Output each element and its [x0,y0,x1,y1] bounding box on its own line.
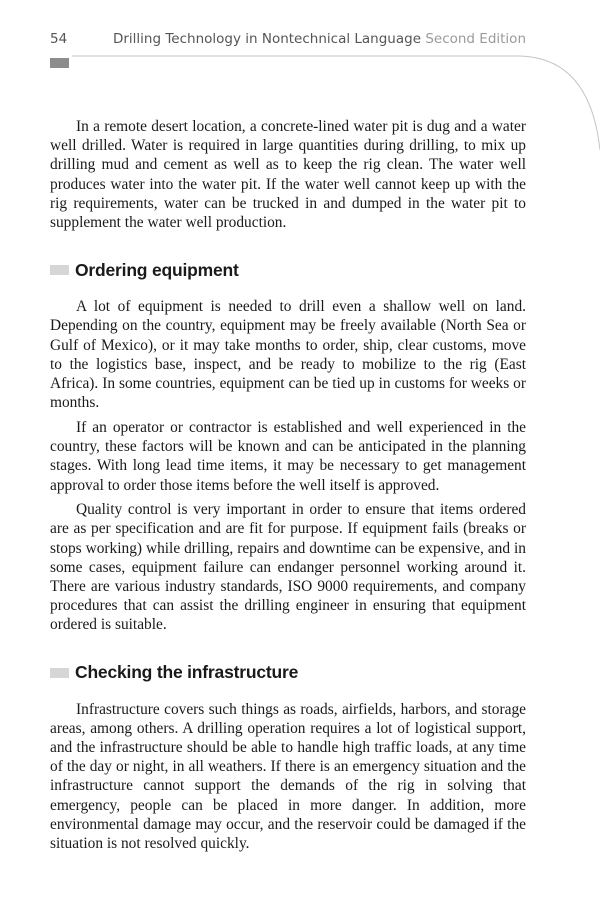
paragraph: Quality control is very important in order to ensure that items ordered are as per specification and are fit for purpose. If equipment fails (breaks or stops working) while drilling, repairs and downtime can be expensive, and in some cases, equipment failure can endanger personnel working around it. There are various industry standards, ISO 9000 requirements, and company procedures that can assist the drilling engineer in ensuring that equipment ordered is suitable. [50,501,526,634]
book-title: Drilling Technology in Nontechnical Language [112,31,422,47]
paragraph: A lot of equipment is needed to drill even a shallow well on land. Depending on the country, equipment may be freely available (North Sea or Gulf of Mexico), or it may take months to order, ship, clear customs, move to the logistics base, inspect, and be ready to mobilize to the rig (East Africa). In some countries, equipment can be tied up in customs for weeks or months. [50,298,526,412]
heading-marker [50,668,69,678]
heading-marker [50,265,69,275]
heading-text: Ordering equipment [75,259,239,280]
heading-text: Checking the infrastructure [75,662,299,683]
edition-label: Second Edition [425,31,526,47]
page-body [50,117,526,853]
intro-paragraph: In a remote desert location, a concrete-lined water pit is dug and a water well drilled. Water is required in large quantities during drilling, to mix up drilling mud and cement as well as to keep the rig clean. The water well produces water into the water pit. If the water well cannot keep up with the rig requirements, water can be trucked in and dumped in the water pit to supplement the water well production. [50,118,526,232]
paragraph: If an operator or contractor is established and well experienced in the country, these factors will be known and can be anticipated in the planning stages. With long lead time items, it may be necessary to get management approval to order those items before the well itself is approved. [50,418,526,494]
section-heading-ordering-equipment [50,259,526,281]
section-heading-checking-infrastructure [50,662,526,684]
page-number: 54 [50,31,68,47]
corner-tab [50,58,69,68]
paragraph: Infrastructure covers such things as roads, airfields, harbors, and storage areas, among others. A drilling operation requires a lot of logistical support, and the infrastructure should be able to handle high traffic loads, at any time of the day or night, in all weathers. If there is an emergency situation and the infrastructure cannot support the demands of the rig in solving that emergency, people can be placed in more danger. In addition, more environmental damage may occur, and the reservoir could be damaged if the situation is not resolved quickly. [50,700,526,853]
